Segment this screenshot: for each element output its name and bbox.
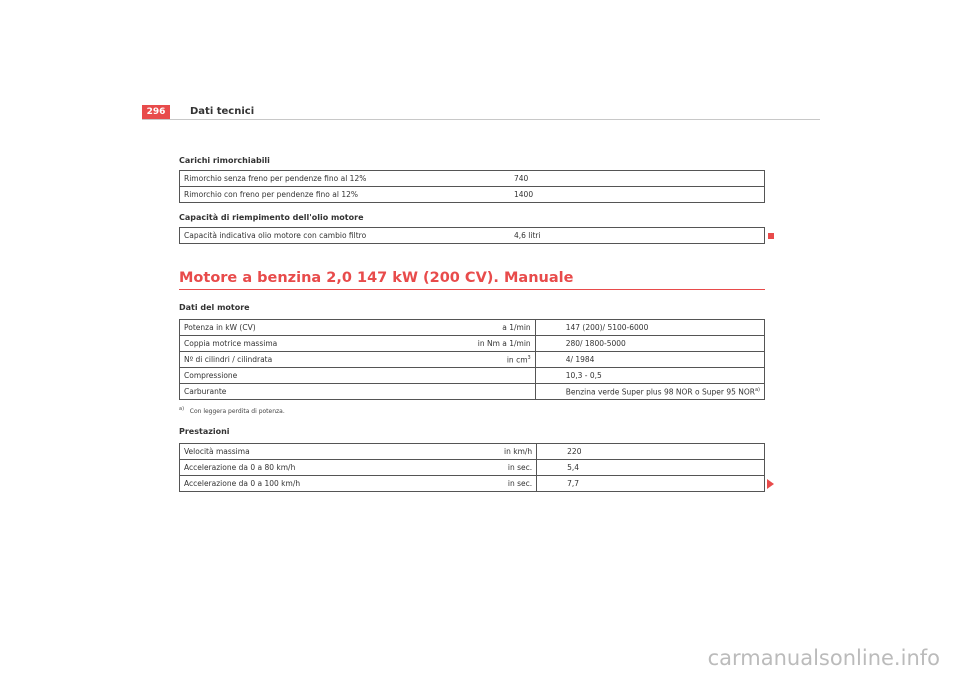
- row-value: 220: [537, 444, 765, 460]
- header-divider: [142, 119, 820, 120]
- engine-section-title: Motore a benzina 2,0 147 kW (200 CV). Manuale: [179, 270, 574, 286]
- row-label: Capacità indicativa olio motore con cambio filtro: [180, 228, 509, 244]
- performance-heading: Prestazioni: [179, 427, 230, 436]
- row-label: Rimorchio senza freno per pendenze fino al 12%: [180, 171, 509, 187]
- footnote: [179, 406, 285, 415]
- page-number: 296: [142, 105, 170, 119]
- row-label: Coppia motrice massima: [180, 336, 478, 352]
- row-label: Rimorchio con freno per pendenze fino al 12%: [180, 187, 509, 203]
- row-unit: a 1/min: [478, 320, 535, 336]
- row-value: 147 (200)/ 5100-6000: [535, 320, 764, 336]
- row-value: 5,4: [537, 460, 765, 476]
- row-unit: [478, 368, 535, 384]
- table-row: [180, 336, 765, 352]
- table-row: [180, 444, 765, 460]
- page-header-title: Dati tecnici: [190, 106, 255, 117]
- row-label: Accelerazione da 0 a 100 km/h: [180, 476, 505, 492]
- footnote-mark: a): [179, 406, 185, 412]
- row-value: 4,6 litri: [508, 228, 765, 244]
- row-value: 1400: [508, 187, 765, 203]
- row-label: Potenza in kW (CV): [180, 320, 478, 336]
- table-row: [180, 320, 765, 336]
- table-row: [180, 187, 765, 203]
- row-value: 10,3 - 0,5: [535, 368, 764, 384]
- footnote-reference: a): [754, 386, 760, 393]
- engine-table: [179, 319, 765, 400]
- row-value: 7,7: [537, 476, 765, 492]
- row-unit: in sec.: [504, 460, 537, 476]
- row-value: [535, 384, 764, 400]
- performance-table: [179, 443, 765, 492]
- fuel-text: Benzina verde Super plus 98 NOR o Super 95 NOR: [565, 387, 755, 397]
- row-value: 4/ 1984: [535, 352, 764, 368]
- section-end-marker-icon: [768, 233, 774, 239]
- table-row: [180, 228, 765, 244]
- footnote-text: Con leggera perdita di potenza.: [189, 408, 285, 415]
- table-row: [180, 384, 765, 400]
- table-row: [180, 460, 765, 476]
- row-unit: [478, 384, 535, 400]
- row-unit: in Nm a 1/min: [478, 336, 535, 352]
- row-value: 740: [508, 171, 765, 187]
- row-label: Carburante: [180, 384, 478, 400]
- row-label: Compressione: [180, 368, 478, 384]
- unit-superscript: 3: [527, 354, 531, 361]
- table-row: [180, 352, 765, 368]
- row-unit: in sec.: [504, 476, 537, 492]
- row-label: Velocità massima: [180, 444, 505, 460]
- row-unit: in km/h: [504, 444, 537, 460]
- row-unit: [478, 352, 535, 368]
- continue-arrow-icon: [767, 479, 774, 489]
- table-row: [180, 171, 765, 187]
- trailer-table: [179, 170, 765, 203]
- table-row: [180, 476, 765, 492]
- oil-table: [179, 227, 765, 244]
- trailer-heading: Carichi rimorchiabili: [179, 156, 270, 165]
- engine-heading: Dati del motore: [179, 303, 250, 312]
- table-row: [180, 368, 765, 384]
- watermark: carmanualsonline.info: [707, 646, 940, 670]
- title-divider: [179, 289, 765, 290]
- oil-heading: Capacità di riempimento dell'olio motore: [179, 213, 364, 222]
- row-label: Nº di cilindri / cilindrata: [180, 352, 478, 368]
- row-value: 280/ 1800-5000: [535, 336, 764, 352]
- row-label: Accelerazione da 0 a 80 km/h: [180, 460, 505, 476]
- unit-text: in cm: [506, 355, 528, 365]
